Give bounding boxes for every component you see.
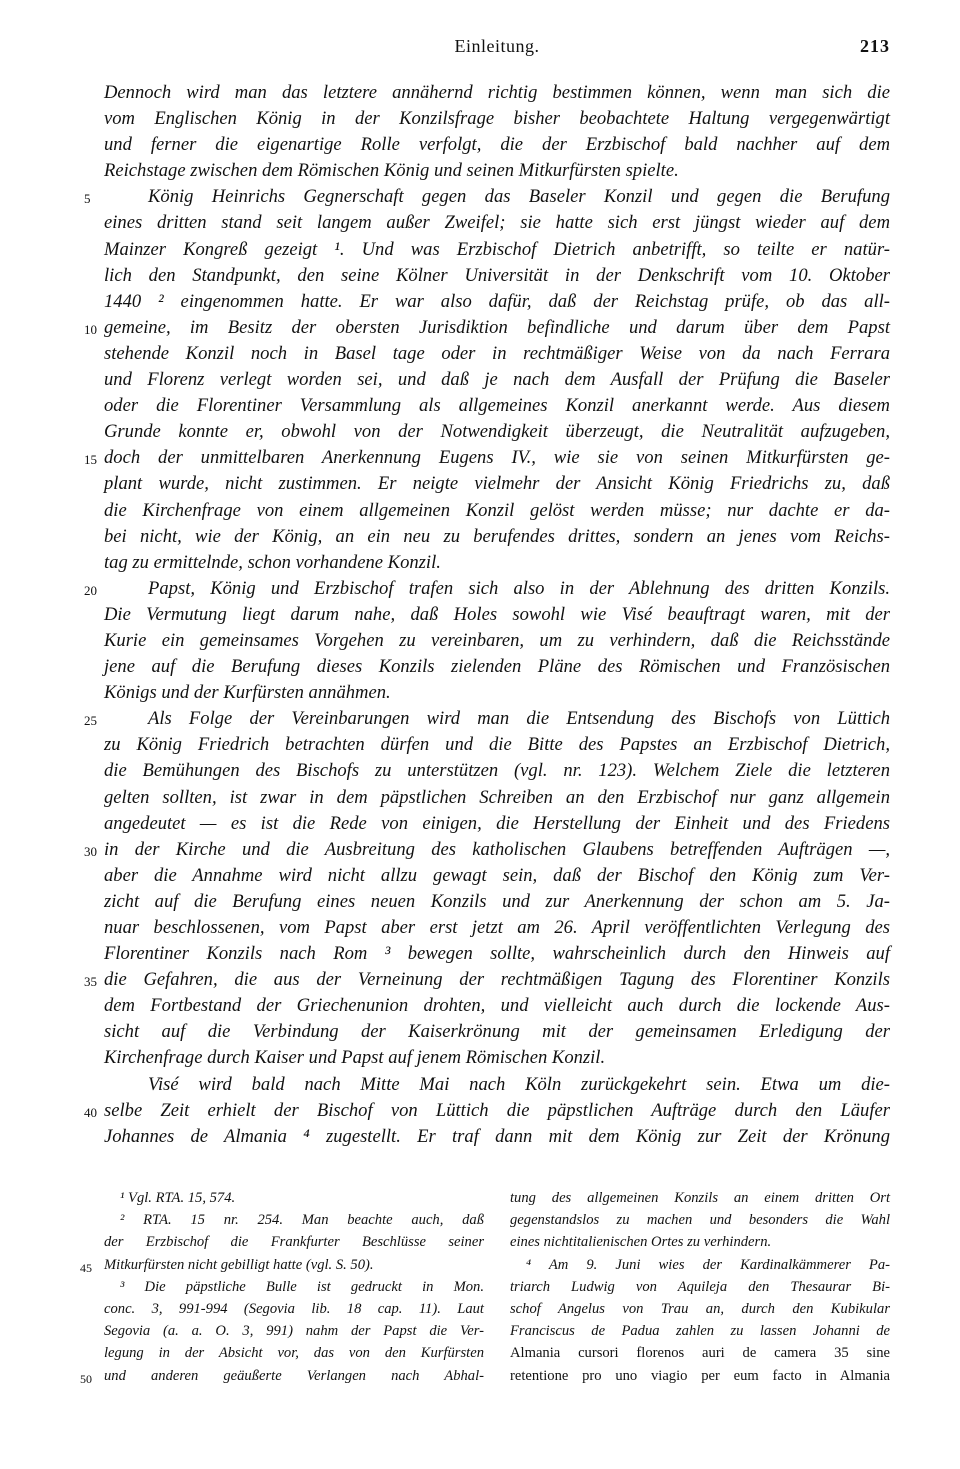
line-text: gegenstandslos zu machen und besonders die Wahl: [510, 1212, 890, 1229]
line-text: dem Fortbestand der Griechenunion drohten, und vielleicht auch durch die lockende Aus-: [104, 995, 890, 1017]
line-text: Die Vermutung liegt darum nahe, daß Holes sowohl wie Visé beauftragt waren, mit der: [104, 603, 890, 625]
text-line: [0, 787, 960, 813]
text-line: [0, 552, 960, 578]
text-line: [0, 473, 960, 499]
text-line: [0, 917, 960, 943]
line-text: und Florenz verlegt worden sei, und daß je nach dem Ausfall der Prüfung die Baseler: [104, 369, 890, 391]
line-text: Kirchenfrage durch Kaiser und Papst auf jenem Römischen Konzil.: [104, 1047, 606, 1069]
footnote-line: [104, 1190, 484, 1212]
line-text: doch der unmittelbaren Anerkennung Eugens IV., wie sie von seinen Mitkurfürsten ge-: [104, 447, 890, 469]
line-text: Mainzer Kongreß gezeigt ¹. Und was Erzbischof Dietrich anbetrifft, so teilte er natür-: [104, 238, 890, 260]
line-text: sicht auf die Verbindung der Kaiserkrönung mit der gemeinsamen Erledigung der: [104, 1021, 890, 1043]
text-line: [0, 500, 960, 526]
line-number: 45: [80, 1260, 92, 1275]
text-line: [0, 134, 960, 160]
line-text: ⁴ Am 9. Juni wies der Kardinalkämmerer Pa-: [526, 1256, 890, 1273]
footnote-line: [80, 1256, 484, 1279]
line-text: die Kirchenfrage von einem allgemeinen Konzil gelöst werden müsse; nur dachte er da-: [104, 499, 890, 521]
line-text: Franciscus de Padua zahlen zu lassen Johanni de: [510, 1323, 890, 1340]
text-line: [0, 604, 960, 630]
footnote-line: [510, 1345, 890, 1367]
line-text: Papst, König und Erzbischof trafen sich also in der Ablehnung des dritten Konzils.: [148, 577, 890, 599]
text-line: [0, 1126, 960, 1152]
footnote-line: [104, 1301, 484, 1323]
line-number: 15: [84, 452, 97, 468]
footnotes-right-column: [510, 1190, 890, 1390]
text-line: [0, 865, 960, 891]
line-text: nuar beschlossenen, vom Papst aber erst jetzt am 26. April veröffentlichten Verlegung des: [104, 917, 890, 938]
running-header: [104, 36, 890, 66]
line-text: eines dritten stand seit langem außer Zweifel; sie hatte sich erst jüngst wieder auf dem: [104, 212, 890, 234]
footnote-line: [104, 1279, 484, 1301]
line-number: 5: [84, 191, 91, 207]
text-line: [0, 760, 960, 786]
text-line: [0, 343, 960, 369]
main-text: [0, 82, 960, 1152]
line-text: die Gefahren, die aus der Verneinung der rechtmäßigen Tagung des Florentiner Konzils: [104, 969, 890, 991]
text-line: [0, 265, 960, 291]
text-line: [0, 682, 960, 708]
footnote-line: [510, 1301, 890, 1323]
text-line: [0, 1021, 960, 1047]
line-text: angedeutet — es ist die Rede von einigen, die Herstellung der Einheit und des Friedens: [104, 812, 890, 834]
line-text: conc. 3, 991-994 (Segovia lib. 18 cap. 11). Laut: [104, 1300, 484, 1317]
text-line: [0, 630, 960, 656]
line-text: gelten sollten, ist zwar in dem päpstlichen Schreiben an den Erzbischof nur ganz allgemein: [104, 786, 890, 808]
footnote-line: [80, 1367, 484, 1390]
line-text: selbe Zeit erhielt der Bischof von Lüttich die päpstlichen Aufträge durch den Läufer: [104, 1099, 890, 1121]
line-text: Almania cursori florenos auri de camera 35 sine: [510, 1345, 890, 1362]
text-line: [0, 239, 960, 265]
line-text: triarch Ludwig von Aquileja den Thesaurar Bi-: [510, 1278, 890, 1295]
text-line: [0, 969, 960, 995]
line-text: Segovia (a. a. O. 3, 991) nahm der Papst die Ver-: [104, 1323, 484, 1340]
line-text: Dennoch wird man das letztere annähernd richtig bestimmen können, wenn man sich die: [104, 82, 890, 103]
line-text: eines nichtitalienischen Ortes zu verhindern.: [510, 1234, 772, 1251]
text-line: [0, 421, 960, 447]
line-text: König Heinrichs Gegnerschaft gegen das Baseler Konzil und gegen die Berufung: [148, 186, 890, 208]
line-number: 10: [84, 321, 97, 337]
line-text: zicht auf die Berufung eines neuen Konzils und zur Anerkennung der schon am 5. Ja-: [104, 890, 890, 912]
line-number: 20: [84, 582, 97, 598]
line-number: 35: [84, 974, 97, 990]
text-line: [0, 369, 960, 395]
line-text: retentione pro uno viagio per eum facto in Almania: [510, 1367, 890, 1384]
line-text: tung des allgemeinen Konzils an einem dritten Ort: [510, 1190, 890, 1206]
line-number: 50: [80, 1371, 92, 1386]
line-text: zu König Friedrich betrachten dürfen und die Bitte des Papstes an Erzbischof Dietrich,: [104, 734, 890, 756]
text-line: [0, 447, 960, 473]
line-text: Reichstage zwischen dem Römischen König und seinen Mitkurfürsten spielte.: [104, 160, 679, 182]
line-text: lich den Standpunkt, den seine Kölner Universität in der Denkschrift vom 10. Oktober: [104, 264, 890, 286]
running-title: Einleitung.: [454, 36, 540, 56]
line-text: bei nicht, wie der König, an ein neu zu berufendes drittes, sondern an jenes vom Reichs-: [104, 525, 890, 547]
text-line: [0, 1074, 960, 1100]
footnote-line: [104, 1212, 484, 1234]
line-text: schof Angelus von Trau an, durch den Kubikular: [510, 1300, 890, 1317]
footnote-line: [104, 1234, 484, 1256]
line-text: und anderen geäußerte Verlangen nach Abhal-: [104, 1367, 484, 1384]
text-line: [0, 395, 960, 421]
text-line: [0, 317, 960, 343]
line-text: oder die Florentiner Versammlung als allgemeines Konzil anerkannt werde. Aus diesem: [104, 395, 890, 417]
text-line: [0, 1100, 960, 1126]
line-text: Johannes de Almania ⁴ zugestellt. Er traf dann mit dem König zur Zeit der Krönung: [104, 1125, 890, 1147]
text-line: [0, 813, 960, 839]
text-line: [0, 578, 960, 604]
line-text: Visé wird bald nach Mitte Mai nach Köln zurückgekehrt sein. Etwa um die-: [148, 1073, 890, 1095]
line-text: Florentiner Konzils nach Rom ³ bewegen sollte, wahrscheinlich durch den Hinweis auf: [104, 943, 890, 965]
line-text: plant wurde, nicht zustimmen. Er neigte vielmehr der Ansicht König Friedrichs zu, daß: [104, 473, 890, 495]
line-text: Königs und der Kurfürsten annähmen.: [104, 682, 391, 704]
page-number: 213: [860, 36, 890, 56]
line-text: gemeine, im Besitz der obersten Jurisdiktion befindliche und darum über dem Papst: [104, 316, 890, 338]
line-text: die Bemühungen des Bischofs zu unterstützen (vgl. nr. 123). Welchem Ziele die letzteren: [104, 760, 890, 782]
line-text: ³ Die päpstliche Bulle ist gedruckt in Mon.: [120, 1278, 484, 1295]
text-line: [0, 108, 960, 134]
line-text: in der Kirche und die Ausbreitung des katholischen Glaubens betreffenden Aufträgen —,: [104, 838, 890, 860]
text-line: [0, 291, 960, 317]
line-text: und ferner die eigenartige Rolle verfolgt, die der Erzbischof bald nachher auf dem: [104, 134, 890, 156]
line-number: 30: [84, 843, 97, 859]
footnote-line: [104, 1323, 484, 1345]
line-text: der Erzbischof die Frankfurter Beschlüsse seiner: [104, 1234, 484, 1251]
text-line: [0, 839, 960, 865]
footnotes-left-column: [80, 1190, 484, 1390]
text-line: [0, 212, 960, 238]
line-number: 40: [84, 1104, 97, 1120]
line-number: 25: [84, 713, 97, 729]
text-line: [0, 160, 960, 186]
line-text: ¹ Vgl. RTA. 15, 574.: [120, 1190, 236, 1206]
line-text: stehende Konzil noch in Basel tage oder in rechtmäßiger Weise von da nach Ferrara: [104, 342, 890, 364]
line-text: tag zu ermittelnde, schon vorhandene Konzil.: [104, 551, 441, 573]
line-text: Als Folge der Vereinbarungen wird man die Entsendung des Bischofs von Lüttich: [148, 708, 890, 730]
text-line: [0, 1047, 960, 1073]
text-line: [0, 526, 960, 552]
text-line: [0, 82, 960, 108]
footnote-line: [510, 1212, 890, 1234]
footnote-line: [510, 1190, 890, 1212]
line-text: aber die Annahme wird nicht allzu gewagt sein, daß der Bischof den König zum Ver-: [104, 864, 890, 886]
line-text: 1440 ² eingenommen hatte. Er war also dafür, daß der Reichstag prüfe, ob das all-: [104, 290, 890, 312]
text-line: [0, 943, 960, 969]
line-text: Kurie ein gemeinsames Vorgehen zu vereinbaren, um zu verhindern, daß die Reichsstände: [104, 629, 890, 651]
footnote-line: [104, 1345, 484, 1367]
line-text: legung in der Absicht vor, das von den Kurfürsten: [104, 1345, 484, 1362]
text-line: [0, 734, 960, 760]
text-line: [0, 891, 960, 917]
footnote-line: [510, 1279, 890, 1301]
line-text: Grunde konnte er, obwohl von der Notwendigkeit überzeugt, die Neutralität aufzugeben,: [104, 421, 890, 443]
text-line: [0, 995, 960, 1021]
line-text: jene auf die Berufung dieses Konzils zielenden Pläne des Römischen und Französischen: [104, 656, 890, 678]
text-line: [0, 708, 960, 734]
line-text: vom Englischen König in der Konzilsfrage bisher beobachtete Haltung vergegenwärtigt: [104, 108, 890, 130]
text-line: [0, 656, 960, 682]
footnote-line: [510, 1257, 890, 1279]
footnote-line: [510, 1234, 890, 1256]
footnote-line: [510, 1323, 890, 1345]
text-line: [0, 186, 960, 212]
footnote-line: [510, 1368, 890, 1390]
line-text: Mitkurfürsten nicht gebilligt hatte (vgl. S. 50).: [104, 1256, 374, 1273]
line-text: ² RTA. 15 nr. 254. Man beachte auch, daß: [120, 1212, 484, 1229]
